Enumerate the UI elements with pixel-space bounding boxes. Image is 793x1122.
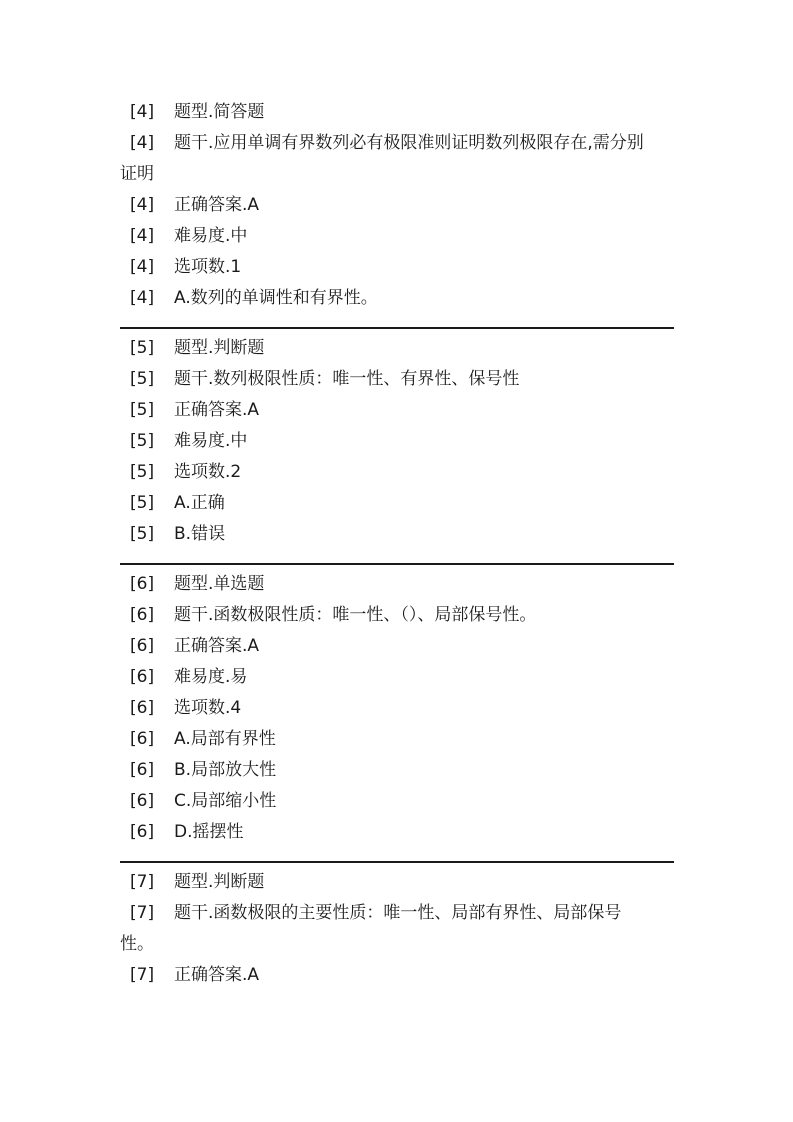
difficulty: 难易度.中 [174, 226, 248, 246]
option-b: B.错误 [174, 524, 226, 544]
question-type-line [120, 333, 674, 364]
question-number: [7] [130, 872, 155, 892]
option-line [120, 755, 674, 786]
question-number: [6] [130, 636, 155, 656]
answer-line [120, 190, 674, 221]
difficulty-line [120, 662, 674, 693]
option-a: A.局部有界性 [174, 729, 276, 749]
question-stem-line [120, 600, 674, 631]
question-block-5 [120, 333, 674, 550]
question-divider [120, 327, 674, 329]
question-block-7 [120, 867, 674, 991]
answer-line [120, 960, 674, 991]
question-type-line [120, 97, 674, 128]
option-count: 选项数.1 [174, 257, 242, 277]
question-stem: 题干.应用单调有界数列必有极限准则证明数列极限存在,需分别 [174, 133, 644, 153]
question-type: 题型.单选题 [174, 574, 265, 594]
option-count: 选项数.4 [174, 698, 242, 718]
question-number: [4] [130, 288, 155, 308]
question-stem-line [120, 128, 674, 159]
correct-answer: 正确答案.A [174, 636, 260, 656]
option-a: A.正确 [174, 493, 225, 513]
question-number: [5] [130, 369, 155, 389]
option-line [120, 283, 674, 314]
document-body [120, 97, 674, 991]
question-number: [4] [130, 133, 155, 153]
question-number: [7] [130, 965, 155, 985]
question-type: 题型.判断题 [174, 338, 265, 358]
question-number: [4] [130, 226, 155, 246]
option-line [120, 488, 674, 519]
question-block-4 [120, 97, 674, 314]
question-stem-line [120, 898, 674, 929]
option-line [120, 519, 674, 550]
question-number: [5] [130, 400, 155, 420]
question-divider [120, 563, 674, 565]
difficulty: 难易度.中 [174, 431, 248, 451]
question-number: [6] [130, 822, 155, 842]
option-a: A.数列的单调性和有界性。 [174, 288, 378, 308]
option-c: C.局部缩小性 [174, 791, 277, 811]
question-number: [5] [130, 338, 155, 358]
correct-answer: 正确答案.A [174, 400, 260, 420]
option-count-line [120, 693, 674, 724]
question-block-6 [120, 569, 674, 848]
question-stem: 题干.函数极限的主要性质：唯一性、局部有界性、局部保号 [174, 903, 622, 923]
question-number: [6] [130, 729, 155, 749]
question-number: [5] [130, 524, 155, 544]
question-number: [6] [130, 605, 155, 625]
question-number: [7] [130, 903, 155, 923]
correct-answer: 正确答案.A [174, 195, 260, 215]
question-divider [120, 861, 674, 863]
question-stem-continuation: 性。 [120, 934, 154, 954]
option-line [120, 817, 674, 848]
question-type-line [120, 569, 674, 600]
question-number: [5] [130, 462, 155, 482]
option-b: B.局部放大性 [174, 760, 277, 780]
option-count-line [120, 457, 674, 488]
question-number: [4] [130, 257, 155, 277]
difficulty-line [120, 221, 674, 252]
question-stem: 题干.数列极限性质：唯一性、有界性、保号性 [174, 369, 520, 389]
option-count-line [120, 252, 674, 283]
question-number: [6] [130, 791, 155, 811]
option-line [120, 786, 674, 817]
option-d: D.摇摆性 [174, 822, 244, 842]
question-stem-line [120, 364, 674, 395]
difficulty: 难易度.易 [174, 667, 248, 687]
question-number: [5] [130, 431, 155, 451]
option-line [120, 724, 674, 755]
difficulty-line [120, 426, 674, 457]
question-number: [6] [130, 760, 155, 780]
question-type: 题型.判断题 [174, 872, 265, 892]
question-number: [6] [130, 698, 155, 718]
question-number: [6] [130, 667, 155, 687]
correct-answer: 正确答案.A [174, 965, 260, 985]
question-type: 题型.简答题 [174, 102, 265, 122]
answer-line [120, 395, 674, 426]
question-number: [4] [130, 195, 155, 215]
option-count: 选项数.2 [174, 462, 242, 482]
answer-line [120, 631, 674, 662]
question-number: [4] [130, 102, 155, 122]
question-stem-continuation: 证明 [120, 164, 154, 184]
question-number: [6] [130, 574, 155, 594]
question-stem: 题干.函数极限性质：唯一性、（）、局部保号性。 [174, 605, 537, 625]
question-type-line [120, 867, 674, 898]
question-number: [5] [130, 493, 155, 513]
